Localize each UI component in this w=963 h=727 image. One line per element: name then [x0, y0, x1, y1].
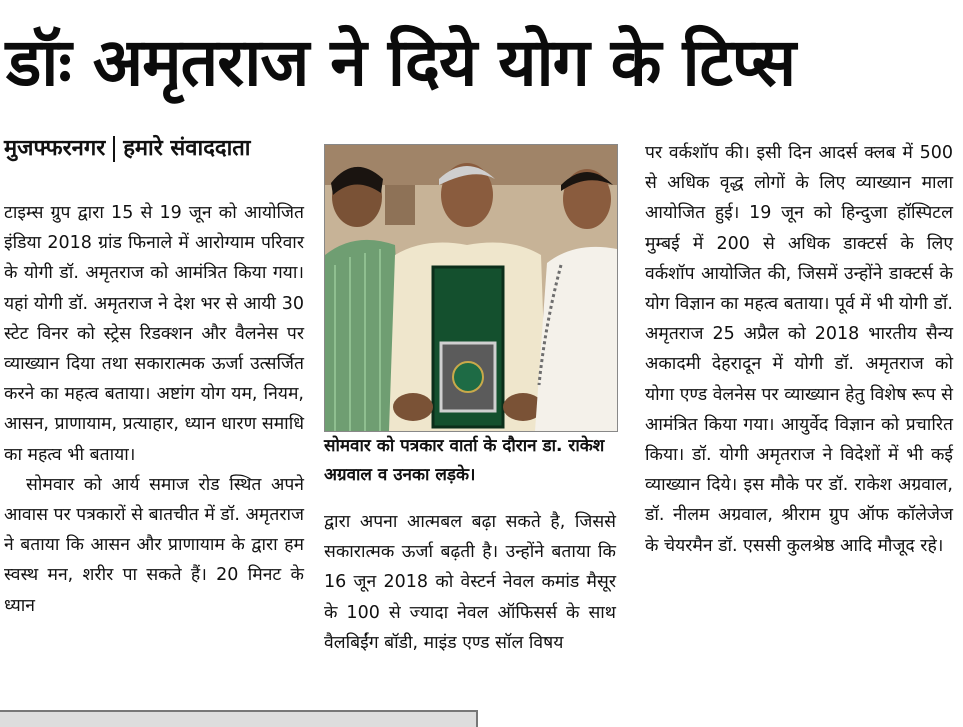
- byline: [4, 132, 251, 166]
- byline-separator: [113, 136, 115, 162]
- article-column-2: [324, 507, 616, 658]
- bottom-strip: [0, 712, 476, 727]
- news-photo: [324, 144, 618, 432]
- column1-paragraph-1: टाइम्स ग्रुप द्वारा 15 से 19 जून को आयोजित इंडिया 2018 ग्रांड फिनाले में आरोग्याम परिवार के योगी डॉ. अमृतराज को आमंत्रित किया गया। यहां योगी डॉ. अमृतराज ने देश भर से आयी 30 स्टेट विनर को स्ट्रेस रिडक्शन और वैलनेस पर व्याख्यान दिया तथा सकारात्मक ऊर्जा उत्सर्जित करने का महत्व बताया। अष्टांग योग यम, नियम, आसन, प्राणायाम, प्रत्याहार, ध्यान धारण समाधि का महत्व भी बताया।: [4, 203, 304, 465]
- photo-caption: सोमवार को पत्रकार वार्ता के दौरान डा. राकेश अग्रवाल व उनका लड़के।: [324, 436, 605, 485]
- bottom-rule-vertical: [476, 710, 478, 727]
- column1-paragraph-2: सोमवार को आर्य समाज रोड स्थित अपने आवास पर पत्रकारों से बातचीत में डॉ. अमृतराज ने बताया कि आसन और प्राणायाम के द्वारा हम स्वस्थ मन, शरीर पा सकते हैं। 20 मिनट के ध्यान: [4, 474, 304, 616]
- column2-paragraph-1: द्वारा अपना आत्मबल बढ़ा सकते है, जिससे सकारात्मक ऊर्जा बढ़ती है। उन्होंने बताया कि 16 जून 2018 को वेस्टर्न नेवल कमांड मैसूर के 100 से ज्यादा नेवल ऑफिसर्स के साथ वैलबिईंग बॉडी, माइंड एण्ड सॉल विषय: [324, 512, 616, 653]
- news-photo-illustration: [325, 145, 617, 431]
- bottom-rule-horizontal: [0, 710, 476, 712]
- column3-paragraph-1: पर वर्कशॉप की। इसी दिन आदर्स क्लब में 500 से अधिक वृद्ध लोगों के लिए व्याख्यान माला आयोजित हुई। 19 जून को हिन्दुजा हॉस्पिटल मुम्बई में 200 से अधिक डाक्टर्स के लिए वर्कशॉप आयोजित की, जिसमें उन्होंने डाक्टर्स के योग विज्ञान का महत्व बताया। पूर्व में भी योगी डॉ. अमृतराज 25 अप्रैल को 2018 भारतीय सैन्य अकादमी देहरादून में योगी डॉ. अमृतराज को योगा एण्ड वेलनेस पर व्याख्यान हेतु विशेष रूप से आमंत्रित किया गया। आयुर्वेद विज्ञान को प्रचारित किया। डॉ. योगी अमृतराज ने विदेशों में भी कई व्याख्यान दिये। इस मौके पर डॉ. राकेश अग्रवाल, डॉ. नीलम अग्रवाल, श्रीराम ग्रुप ऑफ कॉलेजेज के चेयरमैन डॉ. एससी कुलश्रेष्ठ आदि मौजूद रहे।: [645, 143, 953, 556]
- headline: डॉः अमृतराज ने दिये योग के टिप्स: [6, 24, 796, 101]
- article-column-1: [4, 198, 304, 621]
- byline-place: मुजफ्फरनगर: [4, 136, 106, 161]
- byline-reporter: हमारे संवाददाता: [123, 136, 251, 161]
- article-column-3: [645, 138, 953, 561]
